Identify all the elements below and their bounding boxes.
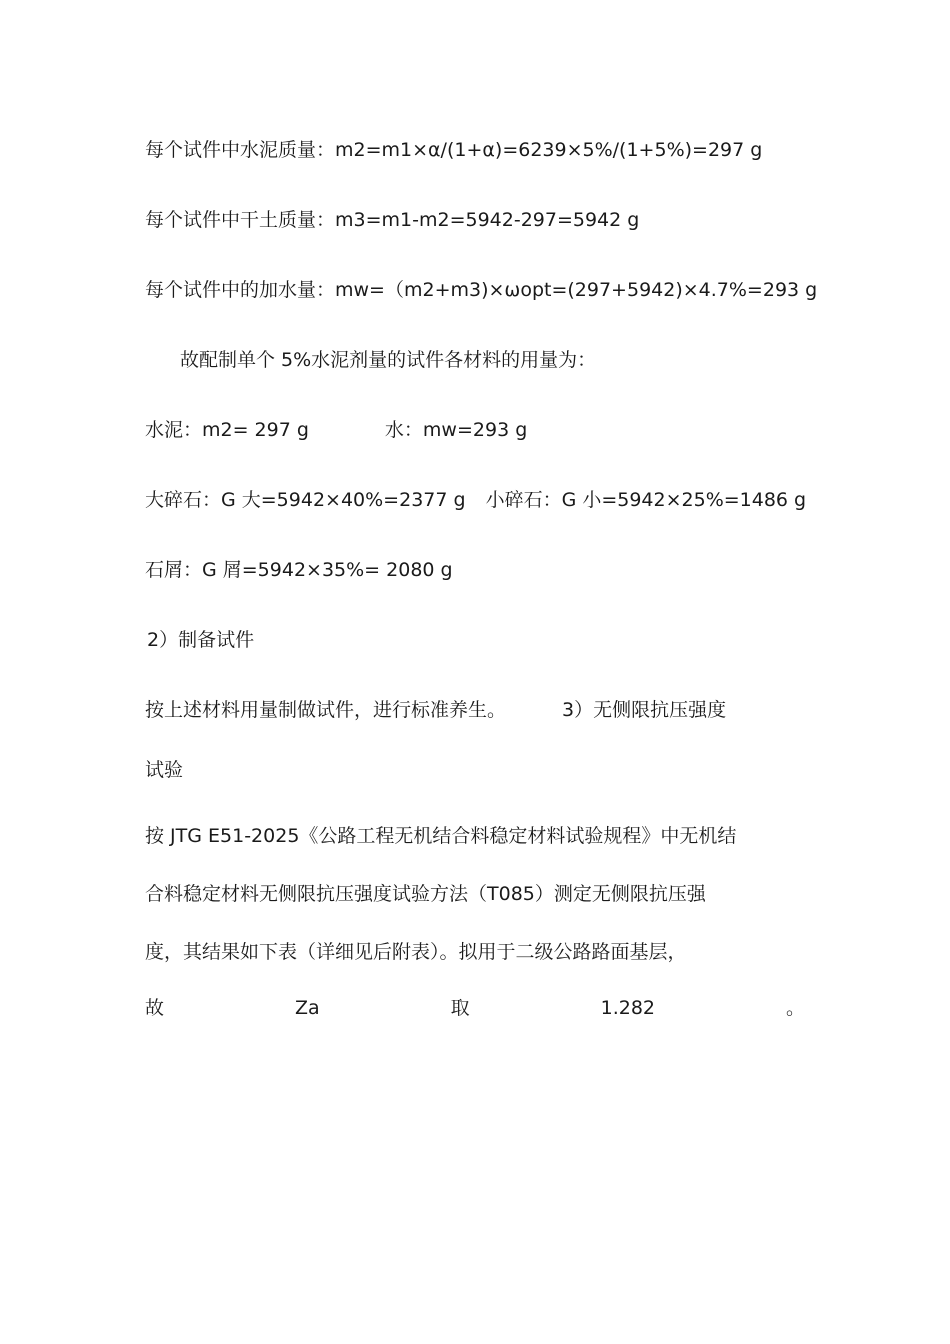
step2-heading: 2）制备试件 — [147, 629, 255, 651]
large-gravel-usage: 大碎石：G 大=5942×40%=2377 g — [145, 489, 466, 511]
paragraph-line-2: 合料稳定材料无侧限抗压强度试验方法（T085）测定无侧限抗压强 — [145, 883, 706, 905]
usage-intro-line: 故配制单个 5%水泥剂量的试件各材料的用量为： — [180, 349, 597, 371]
paragraph-line-4 — [145, 994, 805, 1022]
word-gu: 故 — [145, 997, 165, 1019]
water-usage: 水：mw=293 g — [384, 419, 528, 441]
word-value: 1.282 — [600, 997, 656, 1019]
step2-step3-line — [145, 696, 726, 724]
step2-text: 按上述材料用量制做试件，进行标准养生。 — [145, 699, 507, 721]
small-gravel-usage: 小碎石：G 小=5942×25%=1486 g — [485, 489, 807, 511]
cement-mass-line: 每个试件中水泥质量：m2=m1×α/(1+α)=6239×5%/(1+5%)=297 g — [145, 139, 763, 161]
word-za: Za — [294, 997, 320, 1019]
word-period: 。 — [785, 997, 805, 1019]
step3-heading: 3）无侧限抗压强度 — [562, 699, 727, 721]
stone-chips-line: 石屑：G 屑=5942×35%= 2080 g — [145, 559, 453, 581]
water-added-line: 每个试件中的加水量：mw=（m2+m3)×ωopt=(297+5942)×4.7%=293 g — [145, 279, 818, 301]
step3-heading-continued: 试验 — [145, 759, 184, 781]
dry-soil-mass-line: 每个试件中干土质量：m3=m1-m2=5942-297=5942 g — [145, 209, 640, 231]
gravel-line — [145, 486, 806, 514]
paragraph-line-1: 按 JTG E51-2025《公路工程无机结合料稳定材料试验规程》中无机结 — [145, 825, 737, 847]
word-qu: 取 — [450, 997, 470, 1019]
cement-usage: 水泥：m2= 297 g — [145, 419, 309, 441]
cement-water-line — [145, 416, 527, 444]
paragraph-line-3: 度，其结果如下表（详细见后附表）。拟用于二级公路路面基层， — [145, 941, 687, 963]
